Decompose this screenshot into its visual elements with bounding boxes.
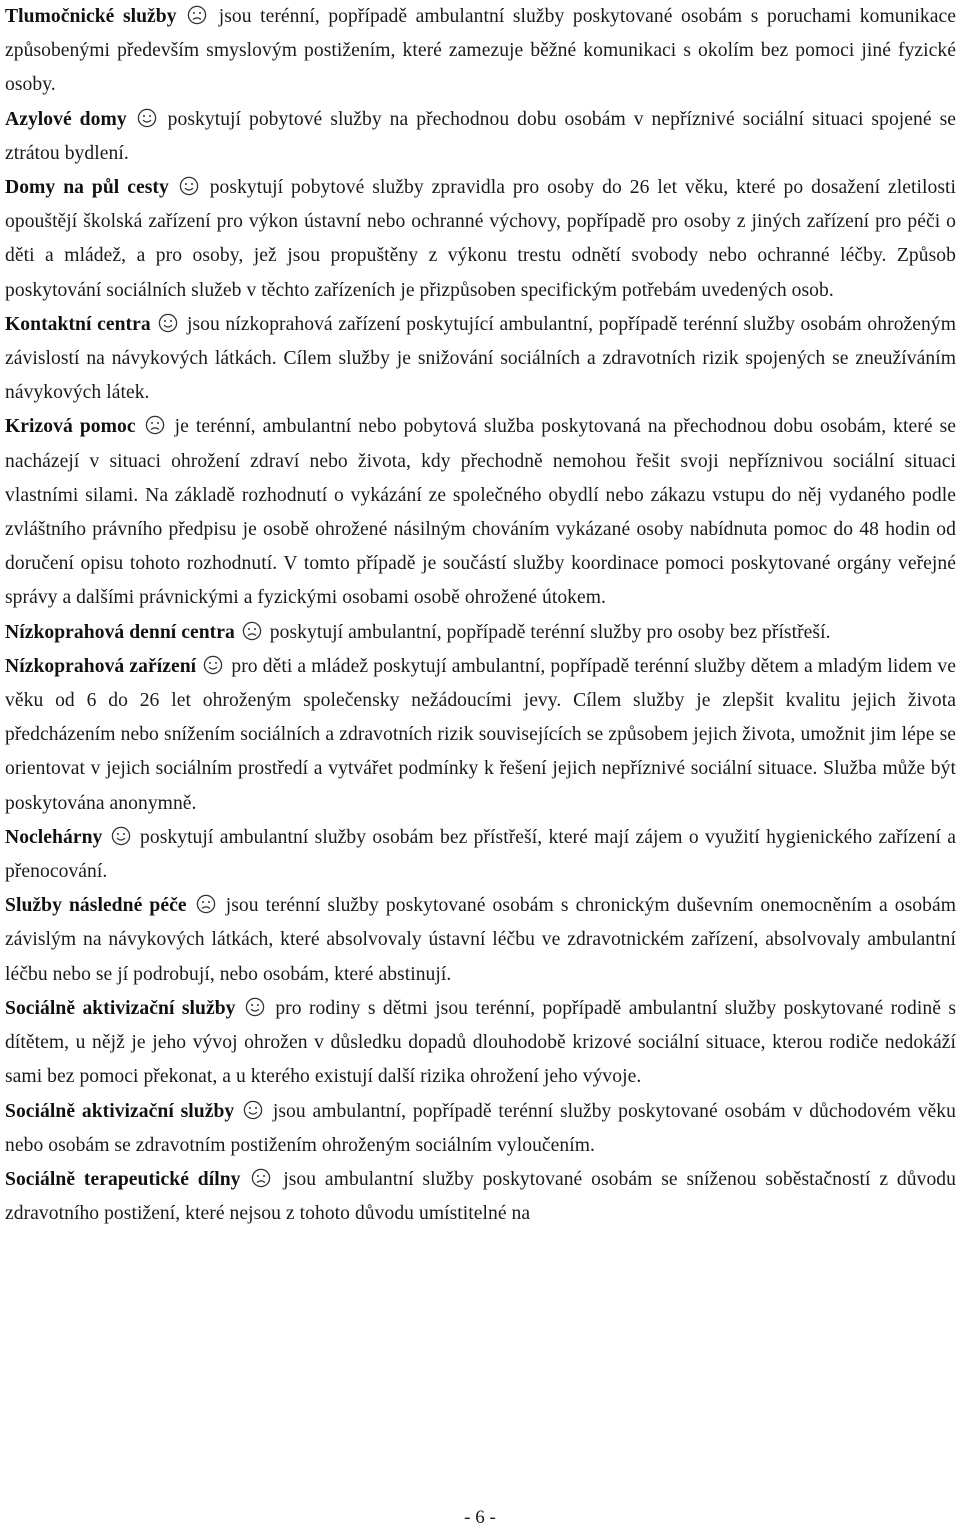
entry-term: Tlumočnické služby	[5, 6, 177, 27]
entry-term: Krizová pomoc	[5, 416, 136, 438]
entry-noclehary	[5, 821, 956, 889]
entry-krizova-pomoc	[5, 410, 956, 615]
entry-socialne-aktivizacni-sluzby-seniori	[5, 1095, 956, 1163]
entry-term: Sociálně terapeutické dílny	[5, 1168, 241, 1190]
frown-icon	[196, 894, 216, 914]
entry-text: poskytují pobytové služby zpravidla pro osoby do 26 let věku, které po dosažení zletilosti opouštějí školská zařízení pro výkon ústavní nebo ochranné výchovy, popřípadě pro osoby z jiných zařízení pro péči o děti a mládež, a pro osoby, jež jsou propuštěny z výkonu trestu odnětí svobody nebo ochranné léčby. Způsob poskytování sociálních služeb v těchto zařízeních je přizpůsoben specifickým potřebám uvedených osob.	[5, 177, 957, 301]
smile-icon	[179, 176, 199, 196]
entry-term: Nízkoprahová denní centra	[5, 621, 235, 643]
entry-text: poskytují ambulantní, popřípadě terénní služby pro osoby bez přístřeší.	[269, 621, 831, 643]
entry-kontaktni-centra	[5, 308, 956, 411]
document-page	[5, 0, 956, 1231]
entry-nizkoprahova-zarizeni	[5, 650, 956, 821]
smile-icon	[137, 108, 157, 128]
entry-text: pro rodiny s dětmi jsou terénní, popřípadě ambulantní služby poskytované rodině s dítětem, u nějž je jeho vývoj ohrožen v důsledku dopadů dlouhodobě krizové sociální situace, kterou rodiče nedokáží sami bez pomoci překonat, a u kterého existují další rizika ohrožení jeho vývoje.	[5, 997, 957, 1088]
entry-term: Azylové domy	[5, 108, 127, 130]
entry-term: Sociálně aktivizační služby	[5, 997, 236, 1019]
entry-domy-na-pul-cesty	[5, 171, 956, 308]
smile-icon	[158, 313, 178, 333]
entry-socialne-terapeuticke-dilny	[5, 1163, 956, 1231]
page-number: - 6 -	[464, 1507, 496, 1528]
frown-icon	[251, 1168, 271, 1188]
frown-icon	[145, 415, 165, 435]
entry-text: je terénní, ambulantní nebo pobytová služba poskytovaná na přechodnou dobu osobám, které se nacházejí v situaci ohrožení zdraví nebo života, kdy přechodně nemohou řešit svoji nepříznivou sociální situaci vlastními silami. Na základě rozhodnutí o vykázání ze společného obydlí nebo zákazu vstupu do něj vydaného podle zvláštního právního předpisu je osobě ohrožené násilným chováním vykázané osoby nabídnuta pomoc do 48 hodin od doručení opisu tohoto rozhodnutí. V tomto případě je součástí služby koordinace pomoci poskytované orgány veřejné správy a dalšími právnickými a fyzickými osobami osobě ohrožené útokem.	[5, 416, 957, 609]
entry-text: jsou terénní, popřípadě ambulantní služby poskytované osobám s poruchami komunikace způsobenými především smyslovým postižením, které zamezuje běžné komunikaci s okolím bez pomoci jiné fyzické osoby.	[5, 6, 957, 96]
entry-nizkoprahova-denni-centra	[5, 616, 956, 650]
entry-socialne-aktivizacni-sluzby-rodiny	[5, 992, 956, 1095]
entry-term: Služby následné péče	[5, 895, 187, 917]
frown-icon	[187, 5, 207, 25]
entry-term: Domy na půl cesty	[5, 177, 169, 199]
entry-term: Noclehárny	[5, 826, 103, 848]
entry-text: poskytují pobytové služby na přechodnou dobu osobám v nepříznivé sociální situaci spojené se ztrátou bydlení.	[5, 108, 957, 164]
frown-icon	[242, 621, 262, 641]
entry-term: Nízkoprahová zařízení	[5, 655, 197, 677]
smile-icon	[203, 655, 223, 675]
entry-term: Kontaktní centra	[5, 313, 151, 335]
entry-text: jsou ambulantní služby poskytované osobám se sníženou soběstačností z důvodu zdravotního postižení, které nejsou z tohoto důvodu umístitelné na	[5, 1168, 957, 1225]
entry-text: poskytují ambulantní služby osobám bez přístřeší, které mají zájem o využití hygienického zařízení a přenocování.	[5, 826, 956, 883]
entry-text: pro děti a mládež poskytují ambulantní, popřípadě terénní služby dětem a mladým lidem ve věku od 6 do 26 let ohroženým společensky nežádoucími jevy. Cílem služby je zlepšit kvalitu jejich života předcházením nebo snížením sociálních a zdravotních rizik souvisejících se způsobem jejich života, umožnit jim lépe se orientovat v jejich sociálním prostředí a vytvářet podmínky k řešení jejich nepříznivé sociální situace. Služba může být poskytována anonymně.	[5, 655, 956, 814]
entry-text: jsou terénní služby poskytované osobám s chronickým duševním onemocněním a osobám závislým na návykových látkách, které absolvovaly ústavní léčbu ve zdravotnickém zařízení, absolvovaly ambulantní léčbu nebo se jí podrobují, nebo osobám, které abstinují.	[5, 895, 957, 985]
entry-text: jsou ambulantní, popřípadě terénní služby poskytované osobám v důchodovém věku nebo osobám se zdravotním postižením ohroženým sociálním vyloučením.	[5, 1100, 956, 1156]
entry-text: jsou nízkoprahová zařízení poskytující ambulantní, popřípadě terénní služby osobám ohroženým závislostí na návykových látkách. Cílem služby je snižování sociálních a zdravotních rizik spojených se zneužíváním návykových látek.	[5, 313, 957, 404]
entry-tlumocnicke-sluzby	[5, 0, 956, 103]
entry-term: Sociálně aktivizační služby	[5, 1100, 235, 1122]
entry-sluzby-nasledne-pece	[5, 889, 956, 992]
smile-icon	[111, 826, 131, 846]
smile-icon	[243, 1100, 263, 1120]
entry-azylove-domy	[5, 103, 956, 171]
smile-icon	[245, 997, 265, 1017]
